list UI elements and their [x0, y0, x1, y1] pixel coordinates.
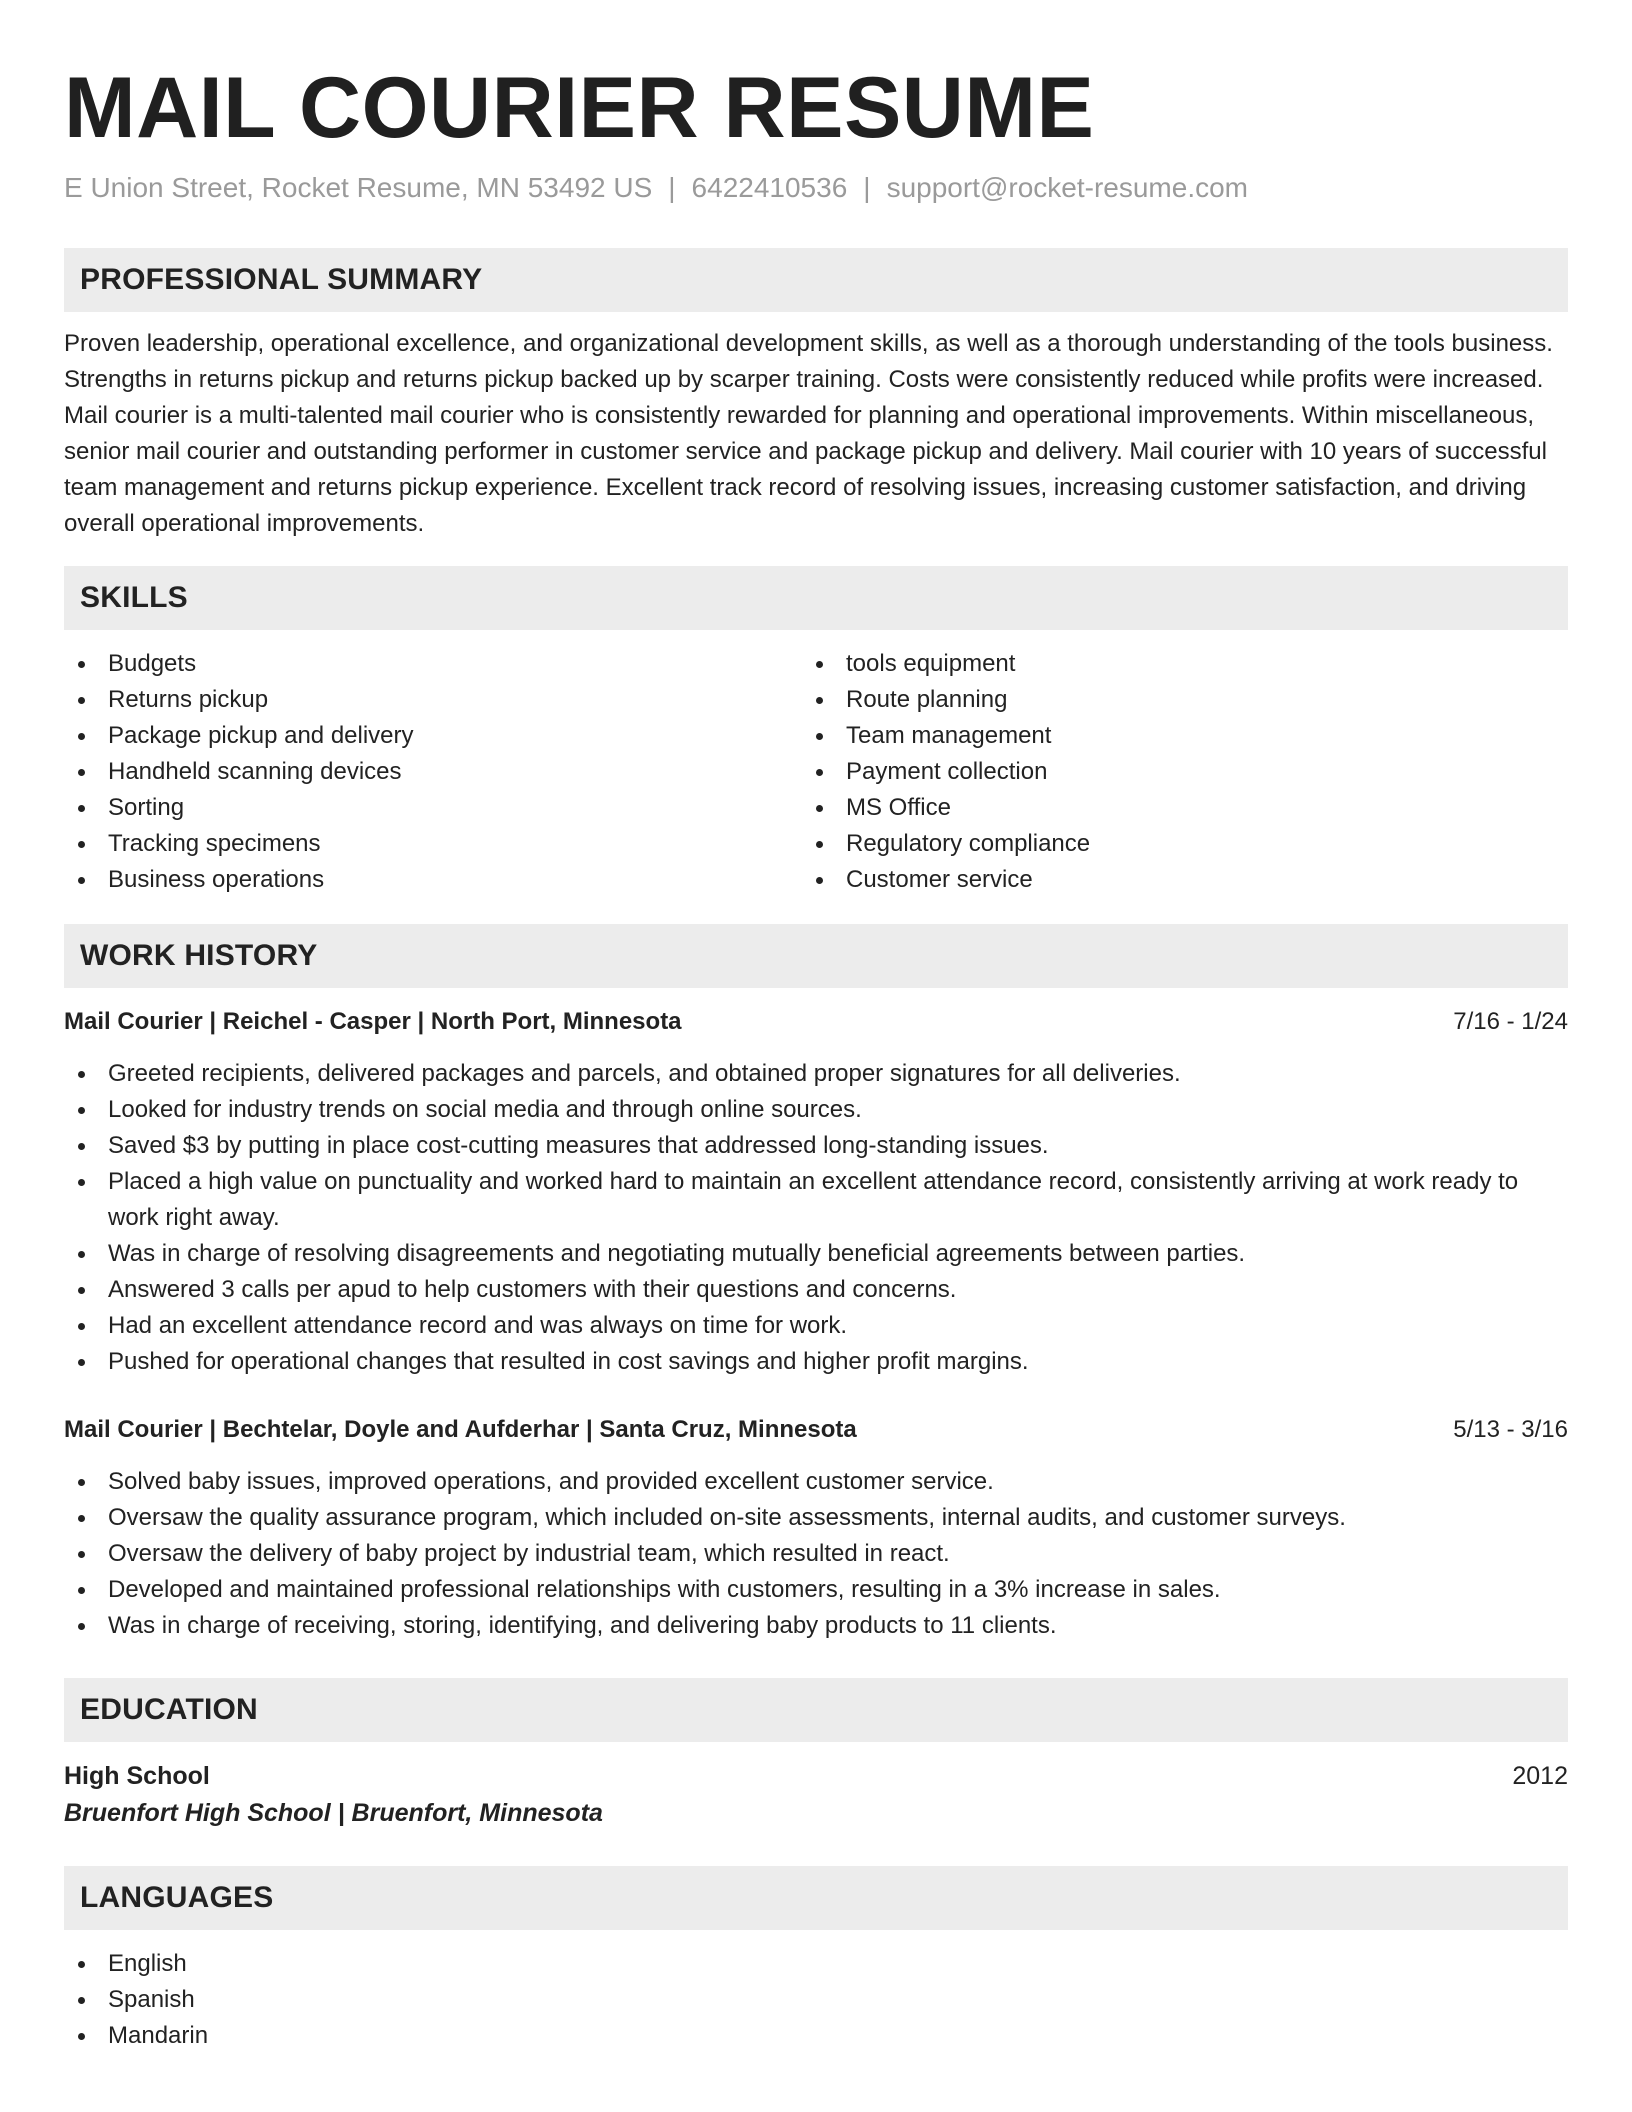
skill-item: Regulatory compliance	[802, 826, 1540, 862]
section-header-languages: LANGUAGES	[64, 1866, 1568, 1930]
resume-title: MAIL COURIER RESUME	[64, 60, 1095, 156]
job-bullet: Looked for industry trends on social media and through online sources.	[64, 1092, 1568, 1128]
education-year: 2012	[1512, 1762, 1568, 1790]
languages-list	[64, 1946, 1568, 2054]
job-bullet: Saved $3 by putting in place cost-cutting measures that addressed long-standing issues.	[64, 1128, 1568, 1164]
language-item: English	[64, 1946, 1568, 1982]
skill-item: Route planning	[802, 682, 1540, 718]
summary-text: Proven leadership, operational excellence, and organizational development skills, as well as a thorough understanding of the tools business. Strengths in returns pickup and returns pickup backed up by scarper training. Costs were consistently reduced while profits were increased. Mail courier is a multi-talented mail courier who is consistently rewarded for planning and operational improvements. Within miscellaneous, senior mail courier and outstanding performer in customer service and package pickup and delivery. Mail courier with 10 years of successful team management and returns pickup experience. Excellent track record of resolving issues, increasing customer satisfaction, and driving overall operational improvements.	[64, 330, 1553, 537]
education-school: Bruenfort High School | Bruenfort, Minnesota	[64, 1799, 603, 1827]
job-title: Mail Courier | Bechtelar, Doyle and Aufderhar | Santa Cruz, Minnesota	[64, 1416, 857, 1443]
education-degree: High School	[64, 1762, 210, 1790]
skills-column-right	[802, 646, 1540, 898]
language-item: Mandarin	[64, 2018, 1568, 2054]
section-header-skills: SKILLS	[64, 566, 1568, 630]
skill-item: tools equipment	[802, 646, 1540, 682]
job-bullet: Placed a high value on punctuality and worked hard to maintain an excellent attendance record, consistently arriving at work ready to work right away.	[64, 1164, 1568, 1236]
job-bullet: Had an excellent attendance record and was always on time for work.	[64, 1308, 1568, 1344]
job-header	[64, 1004, 1568, 1040]
skills-list	[64, 646, 1568, 898]
skill-item: Handheld scanning devices	[64, 754, 802, 790]
skill-item: Team management	[802, 718, 1540, 754]
job-bullet: Oversaw the delivery of baby project by industrial team, which resulted in react.	[64, 1536, 1568, 1572]
contact-address: E Union Street, Rocket Resume, MN 53492 US	[64, 172, 653, 203]
job-title: Mail Courier | Reichel - Casper | North Port, Minnesota	[64, 1008, 682, 1035]
job-entry	[64, 1004, 1568, 1380]
skill-item: MS Office	[802, 790, 1540, 826]
job-header	[64, 1412, 1568, 1448]
job-bullet: Was in charge of resolving disagreements and negotiating mutually beneficial agreements between parties.	[64, 1236, 1568, 1272]
language-item: Spanish	[64, 1982, 1568, 2018]
job-dates: 7/16 - 1/24	[1453, 1008, 1568, 1035]
job-bullets	[64, 1056, 1568, 1380]
job-dates: 5/13 - 3/16	[1453, 1416, 1568, 1443]
contact-phone: 6422410536	[691, 172, 848, 203]
education-header	[64, 1758, 1568, 1794]
job-bullet: Developed and maintained professional relationships with customers, resulting in a 3% increase in sales.	[64, 1572, 1568, 1608]
skill-item: Package pickup and delivery	[64, 718, 802, 754]
skill-item: Sorting	[64, 790, 802, 826]
job-bullet: Oversaw the quality assurance program, which included on-site assessments, internal audits, and customer surveys.	[64, 1500, 1568, 1536]
job-bullet: Pushed for operational changes that resulted in cost savings and higher profit margins.	[64, 1344, 1568, 1380]
skill-item: Business operations	[64, 862, 802, 898]
job-bullet: Was in charge of receiving, storing, identifying, and delivering baby products to 11 clients.	[64, 1608, 1568, 1644]
section-header-work: WORK HISTORY	[64, 924, 1568, 988]
section-header-summary: PROFESSIONAL SUMMARY	[64, 248, 1568, 312]
skill-item: Budgets	[64, 646, 802, 682]
skills-column-left	[64, 646, 802, 898]
contact-separator: |	[863, 172, 871, 203]
skill-item: Returns pickup	[64, 682, 802, 718]
job-bullet: Answered 3 calls per apud to help customers with their questions and concerns.	[64, 1272, 1568, 1308]
skill-item: Payment collection	[802, 754, 1540, 790]
job-bullet: Greeted recipients, delivered packages and parcels, and obtained proper signatures for all deliveries.	[64, 1056, 1568, 1092]
education-entry	[64, 1758, 1568, 1832]
contact-line	[64, 170, 1568, 206]
contact-email: support@rocket-resume.com	[886, 172, 1248, 203]
skill-item: Customer service	[802, 862, 1540, 898]
job-entry	[64, 1412, 1568, 1644]
job-bullets	[64, 1464, 1568, 1644]
section-header-education: EDUCATION	[64, 1678, 1568, 1742]
contact-separator: |	[668, 172, 676, 203]
skill-item: Tracking specimens	[64, 826, 802, 862]
job-bullet: Solved baby issues, improved operations, and provided excellent customer service.	[64, 1464, 1568, 1500]
